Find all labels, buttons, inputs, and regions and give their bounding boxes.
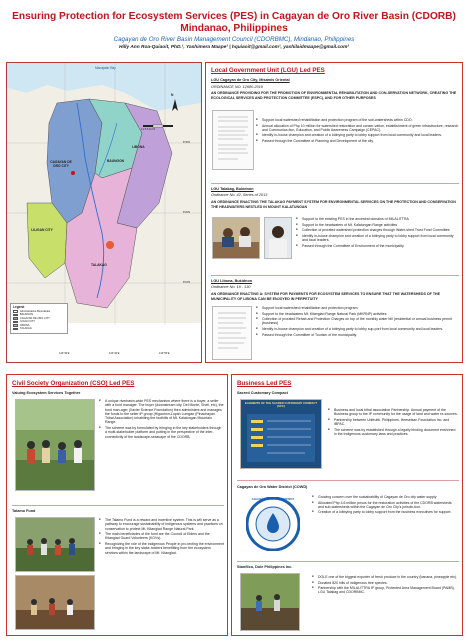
legend-label: TALAKAG	[20, 327, 32, 330]
legend-label: CAGAYAN DE ORO CITY	[20, 316, 50, 320]
bullet-item: ■ Business and local tribal association Partnership. Annual payment of the Business group to the IP community for the usage of land and water re-sources.	[328, 408, 458, 417]
iligan-label: LILIGAN CITY	[31, 228, 53, 232]
lgu-libona-heading: AN ORDINANCE ENACTING A: SYSTEM FOR PAYMENTS FOR ECOSYSTEM SERVICES TO ENSURE THAT THE WATERSHEDS OF THE MUNICIPALITY OF LIBONA CAN BE ENJOYED IN PERPETUITY	[211, 292, 441, 301]
bullet-item: ■ Passed through the Committee of Environment of the municipality.	[296, 244, 459, 248]
lgu-talakag-bullets	[296, 217, 459, 249]
bullet-item: ■ Allocated Php 4.6 million pesos for the restoration activities of the CDORB watersheds and sub-watersheds within the Cagayan de Oro City's jurisdic-tion.	[312, 501, 458, 510]
lgu-talakag-place: LGU Talakag, Bukidnon	[211, 187, 254, 191]
portrait-photo	[264, 217, 292, 259]
cso-section-title: Civil Society Organization (CSO) Led PES	[12, 380, 135, 387]
biz-dole-name: Stanfilco, Dole Philippines Inc.	[237, 565, 293, 569]
cso-vest-bullets	[99, 399, 224, 440]
lgu-libona-ordinance: Ordinance No. 19 - 130	[211, 285, 251, 289]
lat-tick-1: 8°30'N	[183, 141, 191, 144]
lgu-panel	[205, 62, 463, 363]
bay-label: Macajalar Bay	[95, 66, 116, 70]
bullet-item: ■ Support to the existing PES in the ancestral domains of MILALITTRA	[296, 217, 459, 221]
talakag-label: TALAKAG	[91, 263, 107, 267]
lgu-cdo-ordinance: ORDINANCE NO. 12680-2019	[211, 85, 263, 89]
legend-label: Administrative Boundaries	[20, 309, 51, 313]
divider	[12, 505, 224, 506]
poster-title-line2: Mindanao, Philippines	[180, 23, 288, 34]
lat-tick-2: 8°20'N	[183, 211, 191, 214]
talakag-marker	[106, 241, 114, 249]
cso-vest-name: Valuing Ecosystem Services Together	[12, 391, 81, 395]
lgu-libona-bullets	[256, 306, 459, 338]
bullet-item: ■ The Talamo Fund is a reward and incentive system. This is will serve as a pathway to encourage sustainability of indigenous systems and practices on conservation to protect Mt. Kitanglad Range Natural Park.	[99, 518, 224, 531]
biz-scc-name: Sacred Customary Compact	[237, 391, 288, 395]
bullet-item: ■ Creation of a lobbying party to lobby support from the business executives for support.	[312, 510, 458, 514]
libona-label: LIBONA	[132, 145, 145, 149]
divider	[211, 275, 459, 276]
legend-item	[13, 327, 65, 331]
signing-photo	[212, 217, 260, 259]
bullet-item: ■ A unique riverbasin-wide PES mechanism where there is a buyer, a seller with a fund manager. The buyer (downstream city, Del Monte, Shell, etc), the fund man-ager (Xavier Science Foundation) then administers and manages the funds to the seller IP group (Higaonon-Lupah Lumgan (Pinaohayan Tribal Association) inhabiting the foothills of Mt. Kalatungan Mountain Range.	[99, 399, 224, 425]
vest-photo	[15, 399, 95, 491]
legend-swatch	[13, 314, 18, 317]
bullet-item: ■ DOLE one of the biggest exporter of fresh produce in the country (banana, pineapple etc).	[312, 575, 458, 579]
legend-swatch	[13, 324, 18, 327]
bullet-item: ■ The scheme was by established through a legally binding document enshrined in the Indigenous customary laws and practices.	[328, 428, 458, 437]
cso-talamo-name: Talamo Fund	[12, 509, 36, 513]
cso-panel	[6, 374, 228, 636]
divider	[237, 480, 459, 481]
poster-authors: Hilly Ann Roa-Quiaoit, PhD.¹, Yashimera Maape² | hquiaoit@gmail.com¹, yashilaidmaape@gmail.com²	[119, 45, 349, 50]
cdo-label: CAGAYAN DE ORO CITY	[50, 160, 72, 168]
legend-label: ILIGAN CITY	[20, 320, 36, 323]
biz-dole-bullets	[312, 575, 458, 596]
legend-label: BAUNGON	[20, 313, 34, 316]
bullet-item: ■ Passed through the Committee of Tourism of the municipality.	[256, 333, 459, 337]
ordinance-document-image	[212, 110, 254, 170]
bullet-item: ■ Recognizing the role of the Indigenous People in pro-tecting the environment and bringing in the key stake-holders benefitting from the ecosystem services within the landscape of Mt. Kitanglad.	[99, 542, 224, 555]
legend-swatch	[13, 317, 18, 320]
business-section-title: Business Led PES	[237, 380, 292, 387]
cdo-marker	[71, 171, 75, 175]
lon-tick-2: 124°40'E	[109, 352, 120, 355]
poster-title: Ensuring Protection for Ecosystem Services (PES) in Cagayan de Oro River Basin (CDORB)	[12, 11, 456, 22]
lgu-section-title: Local Government Unit (LGU) Led PES	[211, 67, 325, 74]
bullet-item: ■ The scheme was by formulated by bringing in the key stakeholders through a multi-stakeholder platform and putting in the perspective of the inter-connectivity of the landscape-seascape of the CDORB.	[99, 426, 224, 439]
dole-photo	[240, 573, 300, 631]
scale-label: 0 2.5 5 10 15	[141, 128, 155, 131]
bullet-item: ■ Partnership with the MILALITTRA IP group, Protected Area Management Board (PAMB), LGU Talakag and CDORBMC.	[312, 586, 458, 595]
biz-scc-bullets	[328, 408, 458, 438]
business-panel	[231, 374, 463, 636]
cso-talamo-bullets	[99, 518, 224, 556]
map-legend	[10, 303, 68, 334]
lon-tick-3: 124°50'E	[159, 352, 170, 355]
bullet-item: ■ Partnership between Unifruitti, Philippines, Heeselsan Foundation Inc. and IBPAC.	[328, 418, 458, 427]
legend-label: LIBONA	[20, 323, 30, 327]
poster-subtitle: Cagayan de Oro River Basin Management Council (CDORBMC), Mindanao, Philippines	[113, 36, 355, 43]
lgu-talakag-heading: AN ORDINANCE ENACTING THE TALAKAG PAYMENT SYSTEM FOR ENVIRONMENTAL SERVICES ON THE PROTECTION AND CONSERVATION THE HEADWATERS NESTLED IN MOUNT KALATUNGAN	[211, 200, 456, 209]
bullet-item: ■ Collection of prorated Rehab and Protection Charges on top of the monthly water bill (residential or annual business permit (business)	[256, 317, 459, 326]
bullet-item: ■ Support to the headwaters Mt. Kitanglad Range Natural Park (MKRNP) activities	[256, 312, 459, 316]
scc-sign-image	[240, 399, 322, 469]
lgu-talakag-ordinance: Ordinance No. 42, Series of 2013	[211, 193, 268, 197]
cowd-logo	[246, 497, 300, 551]
lat-tick-3: 8°10'N	[183, 281, 191, 284]
bullet-item: ■ Support local watershed rehabilitation and protection program of the sub-watersheds within CDO.	[256, 118, 459, 122]
bullet-item: ■ Donated 820 hills of indigenous tree species.	[312, 581, 458, 585]
baungon-label: BAUNGON	[107, 159, 125, 163]
lgu-cdo-place: LGU Cagayan de Oro City, Misamis Oriental	[211, 78, 290, 82]
lgu-cdo-heading: AN ORDINANCE PROVIDING FOR THE PROMOTION OF ENVIRONMENTAL REHABILITATION AND CON-SERVATION NETWORK, CREATING THE ECOLOGICAL SERVICES AND PROTECTION COMMITTEE (ESPC), AND FOR OTHER PURPOSES	[211, 91, 457, 100]
legend-title: Legend	[13, 305, 25, 309]
lon-tick-1: 124°30'E	[59, 352, 70, 355]
legend-swatch	[13, 328, 18, 331]
bullet-item: ■ Support local watershed rehabilitation and protection program	[256, 306, 459, 310]
bullet-item: ■ Growing concern over the sustainability of Cagayan de Oro city water supply	[312, 495, 458, 499]
lgu-libona-place: LGU Libona, Bukidnon	[211, 279, 253, 283]
scale-bar	[143, 125, 173, 127]
biz-cowd-name: Cagayan de Oro Water District (COWD)	[237, 485, 308, 489]
bullet-item: ■ Annual allocation of Php 10 million for watershed restoration and conser-vation, establishment of green infrastructure, research and Communica-tion, Education, and Public Awareness Campaign (CEPAC).	[256, 124, 459, 133]
libona-document-image	[212, 306, 252, 360]
poster-header	[0, 0, 468, 62]
bullet-item: ■ Passed through the Committee of Planning and Development of the city.	[256, 139, 459, 143]
bullet-item: ■ Support to the headwaters of Mt. Kalatungan Range activities	[296, 223, 459, 227]
bullet-item: ■ The main beneficiaries of the fund are the Council of Elders and the Kitanglad Guard Volunteers (KGVs).	[99, 532, 224, 541]
lgu-cdo-bullets	[256, 118, 459, 145]
biz-cowd-bullets	[312, 495, 458, 516]
bullet-item: ■ Collection of prorated watershed protection charges through Water-shed Trust Fund Committee.	[296, 228, 459, 232]
compass-label: N	[171, 93, 174, 97]
talamo-photo-1	[15, 517, 95, 572]
map-panel	[6, 62, 202, 363]
cowd-logo-text: CAGAYAN DE ORO WATER DISTRICT	[251, 498, 295, 501]
bullet-item: ■ Identify in-house champion and creation of a lobbying party to lobby sup-port from local community and local leaders.	[256, 327, 459, 331]
bullet-item: ■ Identify in-house champion and creation of a lobbying party to lobby support from local community and local leaders.	[256, 133, 459, 137]
bullet-item: ■ Identify in-house champion and creation of a lobbying party to lobby support from local community and local leaders.	[296, 234, 459, 243]
legend-swatch	[13, 321, 18, 324]
divider	[211, 183, 459, 184]
scc-sign-text: ELEMENTS OF THE SACRED CUSTOMARY COMPACT (SCC)	[244, 401, 318, 409]
legend-swatch	[13, 310, 18, 313]
talamo-photo-2	[15, 575, 95, 630]
divider	[237, 561, 459, 562]
